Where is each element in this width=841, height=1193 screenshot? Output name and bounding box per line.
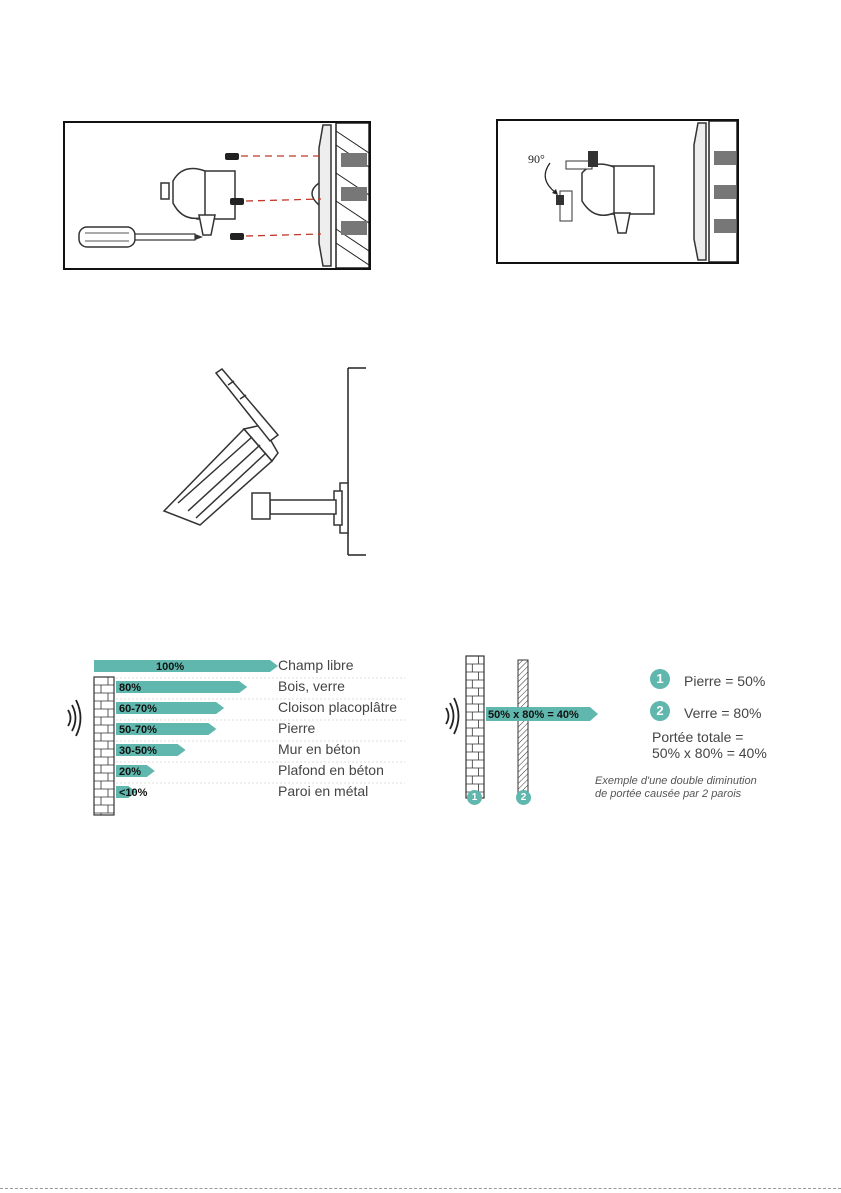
angle-label: 90° [528, 152, 545, 166]
signal-icon [446, 698, 459, 734]
legend-number-2: 2 [650, 701, 670, 721]
material-label: Paroi en métal [278, 783, 369, 799]
wall-icon [336, 123, 369, 268]
range-bar [94, 660, 278, 672]
total-range-line2: 50% x 80% = 40% [652, 745, 767, 761]
caption-line2: de portée causée par 2 parois [595, 788, 742, 800]
wall-number-1: 1 [467, 790, 482, 805]
screwdriver-icon [79, 227, 203, 247]
mounting-screws-illustration [65, 123, 369, 268]
wall-icon [694, 121, 737, 262]
legend-number-1: 1 [650, 669, 670, 689]
range-bar-label: 60-70% [119, 703, 157, 715]
range-bar-label: <10% [119, 787, 148, 799]
combined-range-label: 50% x 80% = 40% [488, 709, 579, 721]
range-bar-label: 50-70% [119, 724, 157, 736]
figure-rotation [496, 119, 739, 264]
wall-mount-bracket-icon [252, 483, 348, 533]
wall-number-2: 2 [516, 790, 531, 805]
camera-mounted-illustration [160, 365, 370, 560]
brick-wall-icon [94, 677, 114, 815]
range-bar-label: 30-50% [119, 745, 157, 757]
range-chart [60, 652, 405, 818]
wall-icon [348, 368, 366, 555]
wall-mount-bracket-icon [161, 125, 331, 266]
caption-line1: Exemple d'une double diminution [595, 775, 757, 787]
wall-mount-bracket-icon [556, 151, 654, 233]
material-label: Cloison placoplâtre [278, 699, 398, 715]
range-bar-label: 80% [119, 682, 142, 694]
page-footer-divider [0, 1188, 841, 1189]
double-wall-diagram [440, 652, 610, 812]
material-label: Mur en béton [278, 741, 361, 757]
stone-wall-icon [466, 656, 484, 798]
material-label: Champ libre [278, 657, 354, 673]
material-label: Pierre [278, 720, 316, 736]
double-wall-svg [440, 652, 610, 812]
range-bar-label: 20% [119, 766, 142, 778]
signal-icon [68, 700, 81, 736]
legend-stone: Pierre = 50% [684, 673, 766, 689]
figure-camera-mounted [160, 365, 370, 560]
legend-glass: Verre = 80% [684, 705, 762, 721]
glass-wall-icon [518, 660, 528, 798]
material-label: Bois, verre [278, 678, 345, 694]
range-bar-label: 100% [156, 661, 185, 673]
rotation-illustration [498, 121, 737, 262]
material-label: Plafond en béton [278, 762, 384, 778]
figure-mounting-screws [63, 121, 371, 270]
total-range-line1: Portée totale = [652, 729, 744, 745]
